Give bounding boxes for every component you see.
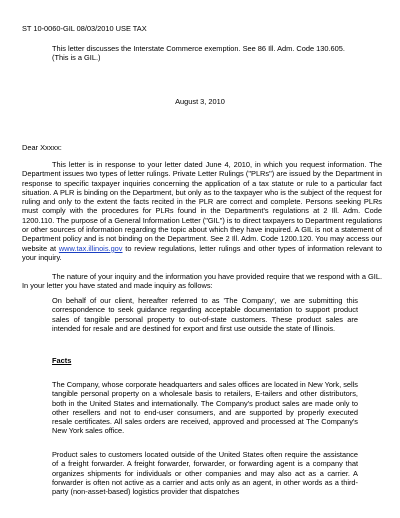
facts-paragraph-1: The Company, whose corporate headquarters and sales offices are located in New York, sells tangible personal property on a wholesale basis to retailers, E-tailers and other distributors, both in the United States and internationally. The Company's product sales are made only to other resellers and not to end-user consumers, and are supported by properly executed resale certificates. All sales orders are received, approved and processed at The Company's New York sales office. <box>52 380 358 436</box>
paragraph-gil-nature: The nature of your inquiry and the information you have provided require that we respond with a GIL. In your letter you have stated and made inquiry as follows: <box>22 272 382 291</box>
facts-paragraph-2: Product sales to customers located outside of the United States often require the assistance of a freight forwarder. A freight forwarder, forwarder, or forwarding agent is a company that organizes shipments for individuals or other companies and may also act as a carrier. A forwarder is often not active as a carrier and acts only as an agent, in other words as a third-party (non-asset-based) logistics provider that dispatches <box>52 450 358 497</box>
salutation: Dear Xxxxx: <box>22 143 62 152</box>
letter-date: August 3, 2010 <box>175 97 225 106</box>
document-header: ST 10-0060-GIL 08/03/2010 USE TAX <box>22 24 147 33</box>
quoted-inquiry: On behalf of our client, hereafter referred to as 'The Company', we are submitting this correspondence to seek guidance regarding acceptable documentation to support product sales of tangible personal property to out-of-state customers. These product sales are intended for resale and are destined for export and first use outside the state of Illinois. <box>52 296 358 333</box>
facts-heading: Facts <box>52 356 72 365</box>
intro-line-1: This letter discusses the Interstate Commerce exemption. See 86 Ill. Adm. Code 130.605. <box>52 44 345 53</box>
paragraph-letter-rulings-text: This letter is in response to your letter dated June 4, 2010, in which you request information. The Department issues two types of letter rulings. Private Letter Rulings ("PLRs") are issued by the Department in response to specific taxpayer inquiries concerning the application of a tax statute or rule to a particular fact situation. A PLR is binding on the Department, but only as to the taxpayer who is the subject of the request for ruling and only to the extent the facts recited in the PLR are correct and complete. Persons seeking PLRs must comply with the procedures for PLRs found in the Department's regulations at 2 Ill. Adm. Code 1200.110. The purpose of a General Information Letter ("GIL") is to direct taxpayers to Department regulations or other sources of information regarding the topic about which they have inquired. A GIL is not a statement of Department policy and is not binding on the Department. See 2 Ill. Adm. Code 1200.120. You may access our website at <box>22 160 382 253</box>
paragraph-letter-rulings <box>22 160 382 262</box>
website-link[interactable]: www.tax.illinois.gov <box>58 243 123 253</box>
paragraph-letter-rulings-tail: to review regulations, letter rulings and other types of information relevant to your inquiry. <box>22 243 382 262</box>
intro-line-2: (This is a GIL.) <box>52 53 101 63</box>
